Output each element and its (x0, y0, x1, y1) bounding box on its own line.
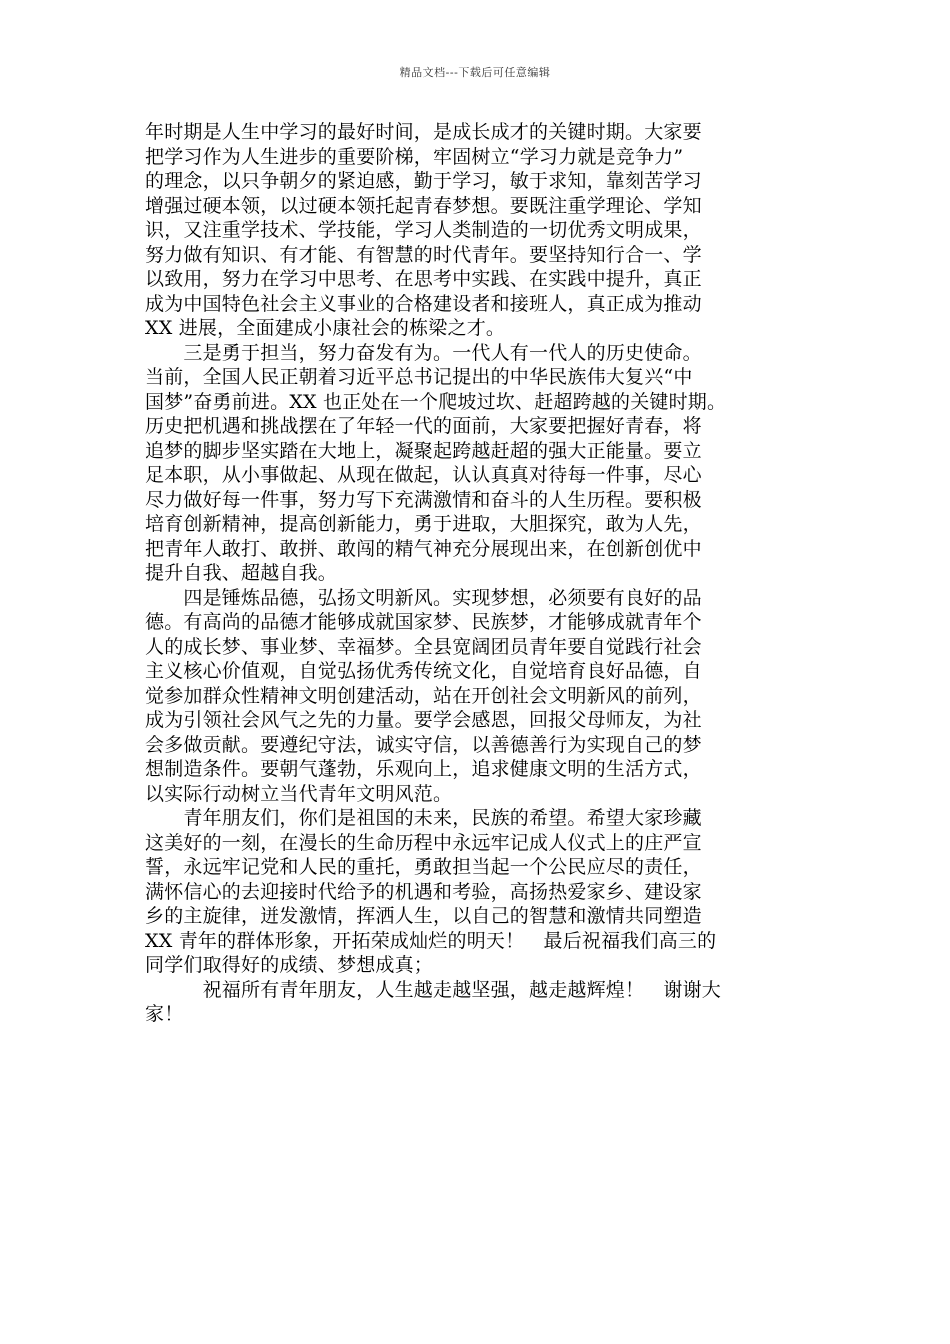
text-line: 识，又注重学技术、学技能，学习人类制造的一切优秀文明成果， (145, 219, 702, 241)
text-line: 努力做有知识、有才能、有智慧的时代青年。要坚持知行合一、学 (145, 243, 702, 266)
text-line: XX 青年的群体形象，开拓荣成灿烂的明天！ 最后祝福我们高三的 (145, 929, 717, 952)
text-line: 培育创新精神，提高创新能力，勇于进取，大胆探究，敢为人先， (145, 513, 702, 535)
text-line: 历史把机遇和挑战摆在了年轻一代的面前，大家要把握好青春，将 (145, 415, 702, 437)
paragraph-start-line: 四是锤炼品德，弘扬文明新风。实现梦想，必须要有良好的品 (145, 586, 702, 609)
text-line: 追梦的脚步坚实踏在大地上，凝聚起跨越赶超的强大正能量。要立 (145, 439, 702, 462)
text-line: 同学们取得好的成绩、梦想成真； (145, 954, 434, 976)
text-line: 满怀信心的去迎接时代给予的机遇和考验，高扬热爱家乡、建设家 (145, 880, 702, 903)
text-line: 成为中国特色社会主义事业的合格建设者和接班人，真正成为推动 (145, 292, 702, 315)
text-line: 成为引领社会风气之先的力量。要学会感恩，回报父母师友，为社 (145, 709, 702, 731)
text-line: 的理念，以只争朝夕的紧迫感，勤于学习，敏于求知，靠刻苦学习 (145, 170, 702, 192)
page-header: 精品文档---下载后可任意编辑 (399, 66, 551, 79)
text-line: 把学习作为人生进步的重要阶梯，牢固树立“学习力就是竞争力” (145, 145, 684, 168)
text-line: 乡的主旋律，迸发激情，挥洒人生，以自己的智慧和激情共同塑造 (145, 905, 702, 927)
paragraph-start-line: 青年朋友们，你们是祖国的未来，民族的希望。希望大家珍藏 (145, 807, 702, 829)
text-line: XX 进展，全面建成小康社会的栋梁之才。 (145, 317, 506, 339)
text-line: 这美好的一刻，在漫长的生命历程中永远牢记成人仪式上的庄严宣 (145, 831, 702, 854)
text-line: 以实际行动树立当代青年文明风范。 (145, 782, 453, 805)
text-line: 国梦”奋勇前进。XX 也正处在一个爬坡过坎、赶超跨越的关键时期。 (145, 390, 727, 413)
text-line: 以致用，努力在学习中思考、在思考中实践、在实践中提升，真正 (145, 268, 702, 290)
paragraph-start-line: 三是勇于担当，努力奋发有为。一代人有一代人的历史使命。 (145, 341, 702, 364)
text-line: 誓，永远牢记党和人民的重托，勇敢担当起一个公民应尽的责任， (145, 856, 702, 878)
text-line: 增强过硬本领，以过硬本领托起青春梦想。要既注重学理论、学知 (145, 194, 702, 217)
text-line: 想制造条件。要朝气蓬勃，乐观向上，追求健康文明的生活方式， (145, 758, 702, 780)
text-line: 觉参加群众性精神文明创建活动，站在开创社会文明新风的前列， (145, 684, 702, 707)
paragraph-start-line: 祝福所有青年朋友，人生越走越坚强，越走越辉煌！ 谢谢大 (145, 978, 722, 1001)
text-line: 把青年人敢打、敢拼、敢闯的精气神充分展现出来，在创新创优中 (145, 537, 702, 560)
text-line: 年时期是人生中学习的最好时间，是成长成才的关键时期。大家要 (145, 121, 702, 143)
text-line: 当前，全国人民正朝着习近平总书记提出的中华民族伟大复兴“中 (145, 366, 693, 388)
document-body (145, 120, 805, 1027)
text-line: 主义核心价值观，自觉弘扬优秀传统文化，自觉培育良好品德，自 (145, 660, 702, 682)
text-line: 家！ (145, 1003, 184, 1025)
text-line: 德。有高尚的品德才能够成就国家梦、民族梦，才能够成就青年个 (145, 611, 702, 633)
text-line: 会多做贡献。要遵纪守法，诚实守信，以善德善行为实现自己的梦 (145, 733, 702, 756)
text-line: 提升自我、超越自我。 (145, 562, 338, 584)
text-line: 人的成长梦、事业梦、幸福梦。全县宽阔团员青年要自觉践行社会 (145, 635, 702, 658)
text-line: 尽力做好每一件事，努力写下充满激情和奋斗的人生历程。要积极 (145, 488, 702, 511)
text-line: 足本职，从小事做起、从现在做起，认认真真对待每一件事，尽心 (145, 464, 702, 486)
